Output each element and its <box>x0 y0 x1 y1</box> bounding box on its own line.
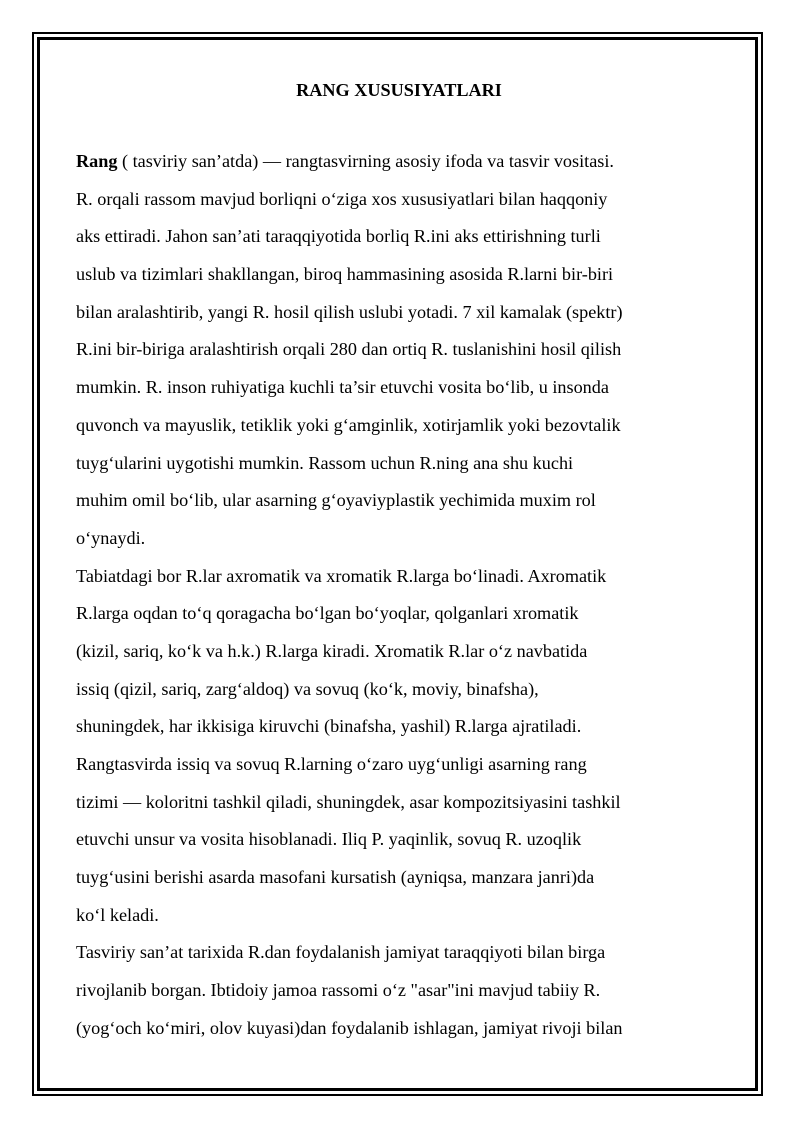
body-line: issiq (qizil, sariq, zarg‘aldoq) va sovuq (ko‘k, moviy, binafsha), <box>76 678 539 699</box>
body-line: Tasviriy san’at tarixida R.dan foydalanish jamiyat taraqqiyoti bilan birga <box>76 942 606 963</box>
body-line: R. orqali rassom mavjud borliqni o‘ziga xos xususiyatlari bilan haqqoniy <box>76 188 608 209</box>
body-line: Tabiatdagi bor R.lar axromatik va xromatik R.larga bo‘linadi. Axromatik <box>76 565 607 586</box>
body-line: R.ini bir-biriga aralashtirish orqali 280 dan ortiq R. tuslanishini hosil qilish <box>76 339 622 360</box>
body-line: rivojlanib borgan. Ibtidoiy jamoa rassomi o‘z "asar"ini mavjud tabiiy R. <box>76 980 601 1001</box>
body-line: muhim omil bo‘lib, ular asarning g‘oyaviyplastik yechimida muxim rol <box>76 490 596 511</box>
body-line: ko‘l keladi. <box>76 904 159 925</box>
body-line: uslub va tizimlari shakllangan, biroq hammasining asosida R.larni bir-biri <box>76 264 614 285</box>
body-line: quvonch va mayuslik, tetiklik yoki g‘amginlik, xotirjamlik yoki bezovtalik <box>76 414 621 435</box>
body-line: (yog‘och ko‘miri, olov kuyasi)dan foydalanib ishlagan, jamiyat rivoji bilan <box>76 1017 623 1038</box>
body-line: R.larga oqdan to‘q qoragacha bo‘lgan bo‘yoqlar, qolganlari xromatik <box>76 603 579 624</box>
body-line: bilan aralashtirib, yangi R. hosil qilish uslubi yotadi. 7 xil kamalak (spektr) <box>76 301 623 322</box>
body-line: (kizil, sariq, ko‘k va h.k.) R.larga kiradi. Xromatik R.lar o‘z navbatida <box>76 640 588 661</box>
document-content <box>76 72 736 1048</box>
body-line: tuyg‘ularini uygotishi mumkin. Rassom uchun R.ning ana shu kuchi <box>76 452 574 473</box>
body-line: tizimi — koloritni tashkil qiladi, shuningdek, asar kompozitsiyasini tashkil <box>76 791 621 812</box>
lead-term: Rang <box>76 151 118 171</box>
document-body <box>76 143 736 1048</box>
body-line: o‘ynaydi. <box>76 527 146 548</box>
body-line: mumkin. R. inson ruhiyatiga kuchli ta’sir etuvchi vosita bo‘lib, u insonda <box>76 377 609 398</box>
body-line-text: ( tasviriy san’atda) — rangtasvirning asosiy ifoda va tasvir vositasi. <box>117 151 614 171</box>
body-line: aks ettiradi. Jahon san’ati taraqqiyotida borliq R.ini aks ettirishning turli <box>76 226 601 247</box>
body-line: shuningdek, har ikkisiga kiruvchi (binafsha, yashil) R.larga ajratiladi. <box>76 716 582 737</box>
body-line: Rangtasvirda issiq va sovuq R.larning o‘zaro uyg‘unligi asarning rang <box>76 754 587 774</box>
body-line: tuyg‘usini berishi asarda masofani kursatish (ayniqsa, manzara janri)da <box>76 867 595 888</box>
document-title: RANG XUSUSIYATLARI <box>296 80 502 100</box>
body-line: etuvchi unsur va vosita hisoblanadi. Iliq P. yaqinlik, sovuq R. uzoqlik <box>76 829 582 850</box>
body-line <box>76 143 736 181</box>
